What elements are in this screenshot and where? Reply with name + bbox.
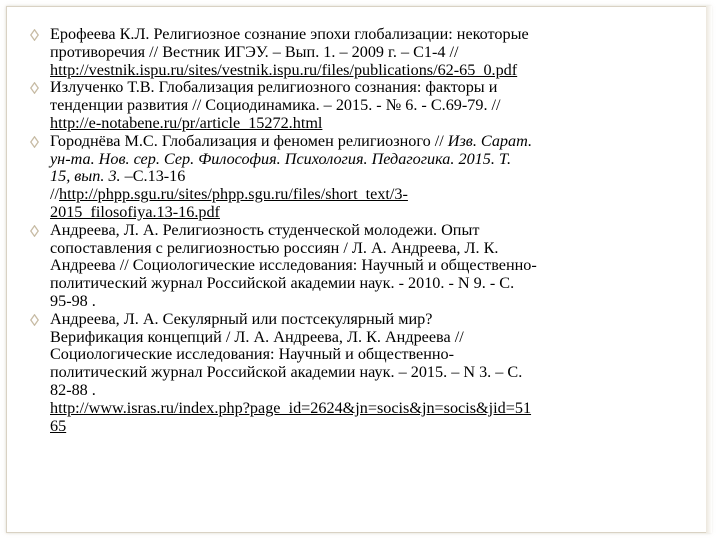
reference-text: Социологические исследования: Научный и общественно-: [50, 345, 455, 364]
slide-frame-edge: [706, 6, 712, 533]
hollow-diamond-icon: [30, 136, 39, 148]
reference-link[interactable]: http://e-notabene.ru/pr/article_15272.html: [50, 113, 323, 132]
hollow-diamond-icon: [30, 29, 39, 41]
reference-list: [30, 26, 696, 435]
reference-text: политический журнал Российской академии наук. - 2010. - N 9. - С.: [50, 274, 515, 293]
reference-text: тенденции развития // Социодинамика. – 2015. - № 6. - С.69-79. //: [50, 96, 501, 115]
reference-pages: –С.13-16: [120, 167, 186, 186]
hollow-diamond-icon: [30, 314, 39, 326]
reference-text: Излученко Т.В. Глобализация религиозного сознания: факторы и: [50, 78, 498, 97]
reference-link[interactable]: http://www.isras.ru/index.php?page_id=2624&jn=socis&jn=socis&jid=51: [50, 398, 532, 417]
journal-issue: 15, вып. 3.: [50, 167, 121, 186]
reference-item: [30, 79, 696, 132]
reference-text: противоречия // Вестник ИГЭУ. – Вып. 1. – 2009 г. – С1-4 //: [50, 42, 459, 61]
reference-link[interactable]: http://phpp.sgu.ru/sites/phpp.sgu.ru/files/short_text/3-: [59, 185, 408, 204]
reference-text: //: [50, 185, 59, 204]
reference-text: Верификация концепций / Л. А. Андреева, Л. К. Андреева //: [50, 327, 464, 346]
reference-text: Городнёва М.С. Глобализация и феномен религиозного //: [50, 131, 448, 150]
reference-item: [30, 26, 696, 79]
reference-text: 95-98 .: [50, 291, 96, 310]
journal-title: ун-та. Нов. сер. Сер. Философия. Психология. Педагогика. 2015. Т.: [50, 149, 511, 168]
reference-link[interactable]: http://vestnik.ispu.ru/sites/vestnik.ispu.ru/files/publications/62-65_0.pdf: [50, 60, 518, 79]
reference-text: сопоставления с религиозностью россиян / Л. А. Андреева, Л. К.: [50, 238, 499, 257]
reference-text: Ерофеева К.Л. Религиозное сознание эпохи глобализации: некоторые: [50, 25, 529, 43]
journal-title: Изв. Сарат.: [447, 131, 533, 150]
reference-text: Андреева, Л. А. Секулярный или постсекулярный мир?: [50, 309, 433, 328]
reference-text: Андреева, Л. А. Религиозность студенческой молодежи. Опыт: [50, 220, 480, 239]
hollow-diamond-icon: [30, 82, 39, 94]
hollow-diamond-icon: [30, 225, 39, 237]
reference-text: политический журнал Российской академии наук. – 2015. – N 3. – С.: [50, 363, 523, 382]
reference-link[interactable]: 2015_filosofiya.13-16.pdf: [50, 202, 220, 221]
reference-item: [30, 311, 696, 436]
reference-item: [30, 133, 696, 222]
reference-link[interactable]: 65: [50, 416, 67, 435]
reference-text: Андреева // Социологические исследования: Научный и общественно-: [50, 256, 537, 275]
reference-text: 82-88 .: [50, 380, 96, 399]
reference-item: [30, 222, 696, 311]
